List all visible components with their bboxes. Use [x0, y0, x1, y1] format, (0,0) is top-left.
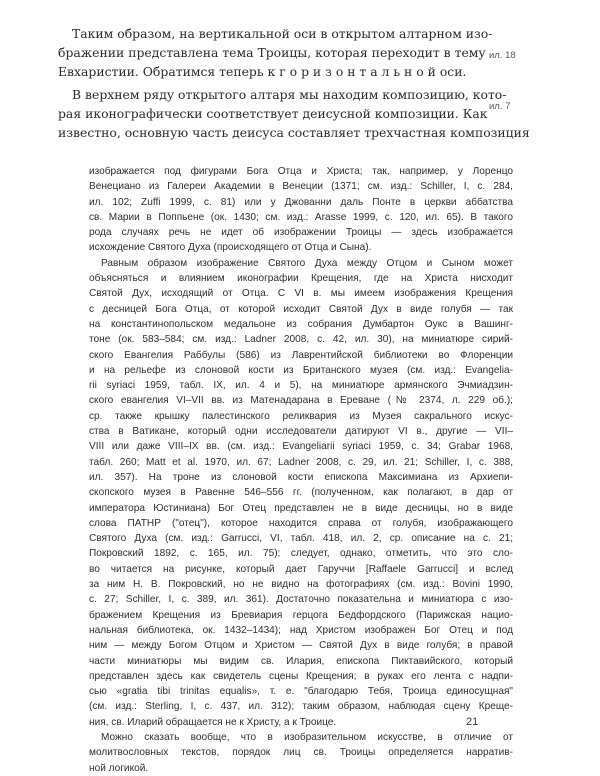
footnote-line: тоне (ок. 583–584; см. изд.: Ladner 2008, с. 42, ил. 30), на миниатюре сирий- — [89, 334, 513, 346]
footnote-line: бражением Крещения из Бревиария герцога Бедфордского (Парижская нацио- — [89, 609, 513, 621]
footnote-line: ним — между Богом Отцом и Христом — Святой Дух в виде голубя; в правой — [89, 640, 513, 652]
footnote-line: представлен здесь как свидетель сцены Крещения; в руках его лента с надпи- — [89, 670, 513, 682]
footnote-line: сью «gratia tibi trinitas equalis», т. е. "благодарю Тебя, Троица единосущная" — [89, 686, 513, 698]
footnote-line: с. 27; Schiller, I, с. 389, ил. 361). Достаточно показательна и миниатюра с изо- — [89, 594, 513, 606]
footnote-line: VIII или даже VIII–IX вв. (см. изд.: Evangeliarii syriaci 1959, с. 34; Grabar 1968, — [89, 441, 513, 453]
footnote-line: за ним Н. В. Покровский, но не видно на фотографиях (см. изд.: Bovini 1990, — [89, 579, 513, 591]
footnote-line: Венециано из Галереи Академии в Венеции (1371; см. изд.: Schiller, I, с. 284, — [89, 181, 513, 193]
text-line: рая иконографически соответствует деисусной композиции. Как — [58, 106, 488, 122]
page-number: 21 — [466, 716, 479, 728]
footnote-line: императора Юстиниана) Бог Отец представлен не в виде десницы, но в виде — [89, 502, 513, 514]
footnote-line: ского Евангелия Раббулы (586) из Лаврентийской библиотеки во Флоренции — [89, 349, 513, 361]
footnote-line: молитвословных текстов, порядок лиц св. Троицы определяется нарратив- — [89, 747, 513, 759]
footnote-line: ср. также крышку палестинского реликвария из Музея сакрального искус- — [89, 410, 513, 422]
footnote-line: и на рельефе из слоновой кости из Британского музея (см. изд.: Evangelia- — [89, 364, 513, 376]
footnote-line: Равным образом изображение Святого Духа между Отцом и Сыном может — [101, 257, 513, 269]
footnote-line: на константинопольском медальоне из собрания Думбартон Оукс в Вашинг- — [89, 318, 513, 330]
text-line: известно, основную часть деисуса составляет трехчастная композиция — [58, 125, 530, 141]
footnote-line: нальная библиотека, ок. 1432–1434); над Христом изображен Бог Отец и под — [89, 624, 513, 636]
text-line: бражении представлена тема Троицы, которая переходит в тему — [58, 45, 486, 61]
footnote-line: Можно сказать вообще, что в изобразительном искусстве, в отличие от — [101, 731, 513, 743]
footnote-line: объясняться и влиянием иконографии Крещения, где на Христа нисходит — [89, 273, 513, 285]
footnote-line: рода случаях речь не идет об изображении Троицы — здесь изображается — [89, 227, 513, 239]
footnote-line: исхождение Святого Духа (происходящего от Отца и Сына). — [89, 242, 372, 254]
footnote-line: ил. 102; Zuffi 1999, с. 81) или у Джованни даль Понте в церкви аббатства — [89, 196, 513, 208]
footnote-line: ной логикой. — [89, 762, 149, 774]
text-line: Евхаристии. Обратимся теперь к г о р и з о н т а л ь н о й оси. — [58, 64, 467, 80]
footnote-line: слова ПАТНР ("отец"), которое находится справа от голубя, изображающего — [89, 517, 513, 529]
footnote-line: ил. 357). На троне из слоновой кости епископа Максимиана из Архиепи- — [89, 471, 513, 483]
footnote-line: изображается под фигурами Бога Отца и Христа; так, например, у Лоренцо — [89, 166, 513, 177]
text-line: В верхнем ряду открытого алтаря мы находим композицию, кото- — [72, 87, 507, 102]
footnote-line: ского евангелия VI–VII вв. из Матенадарана в Ереване (№ 2374, л. 229 об.); — [89, 395, 513, 407]
main-paragraph-1 — [58, 24, 493, 82]
margin-note-illustration-7: ил. 7 — [489, 101, 511, 112]
footnote-line: св. Марии в Поппьене (ок. 1430; см. изд.: Arasse 1999, с. 120, ил. 65). В такого — [89, 211, 513, 223]
footnote-line: Покровский 1892, с. 165, ил. 75); следует, однако, отметить, что это сло- — [89, 548, 513, 560]
footnote-line: ния, св. Иларий обращается не к Христу, а к Троице. — [89, 716, 337, 728]
footnote-line: табл. 260; Matt et al. 1970, ил. 67; Ladner 2008, с. 29, ил. 21; Schiller, I, с. 388, — [89, 456, 513, 468]
footnote-line: во читается на рисунке, который дает Гаруччи [Raffaele Garrucci] и вслед — [89, 563, 513, 575]
footnote-line: Святого Духа (см. изд.: Garrucci, VI, табл. 418, ил. 2, ср. описание на с. 21; — [89, 533, 513, 545]
footnote-block — [89, 164, 513, 776]
footnote-line: части миниатюры мы видим св. Илария, епископа Пиктавийского, который — [89, 655, 513, 667]
text-line: Таким образом, на вертикальной оси в открытом алтарном изо- — [72, 26, 493, 41]
footnote-line: с десницей Бога Отца, от которой исходит Святой Дух в виде голубя — так — [89, 303, 513, 315]
footnote-line: rii syriaci 1959, табл. IX, ил. 4 и 5), на миниатюре армянского Эчмиадзин- — [89, 380, 513, 392]
footnote-line: ства в Ватикане, который одни исследователи датируют VI в., другие — VII– — [89, 426, 513, 438]
footnote-line: Святой Дух, исходящий от Отца. С VI в. мы имеем изображения Крещения — [89, 288, 513, 300]
margin-note-illustration-18: ил. 18 — [489, 50, 516, 61]
footnote-line: (см. изд.: Sterling, I, с. 437, ил. 312); таким образом, наблюдая сцену Креще- — [89, 701, 513, 713]
footnote-line: скопского музея в Равенне 546–556 гг. (полученном, как полагают, в дар от — [89, 487, 513, 499]
